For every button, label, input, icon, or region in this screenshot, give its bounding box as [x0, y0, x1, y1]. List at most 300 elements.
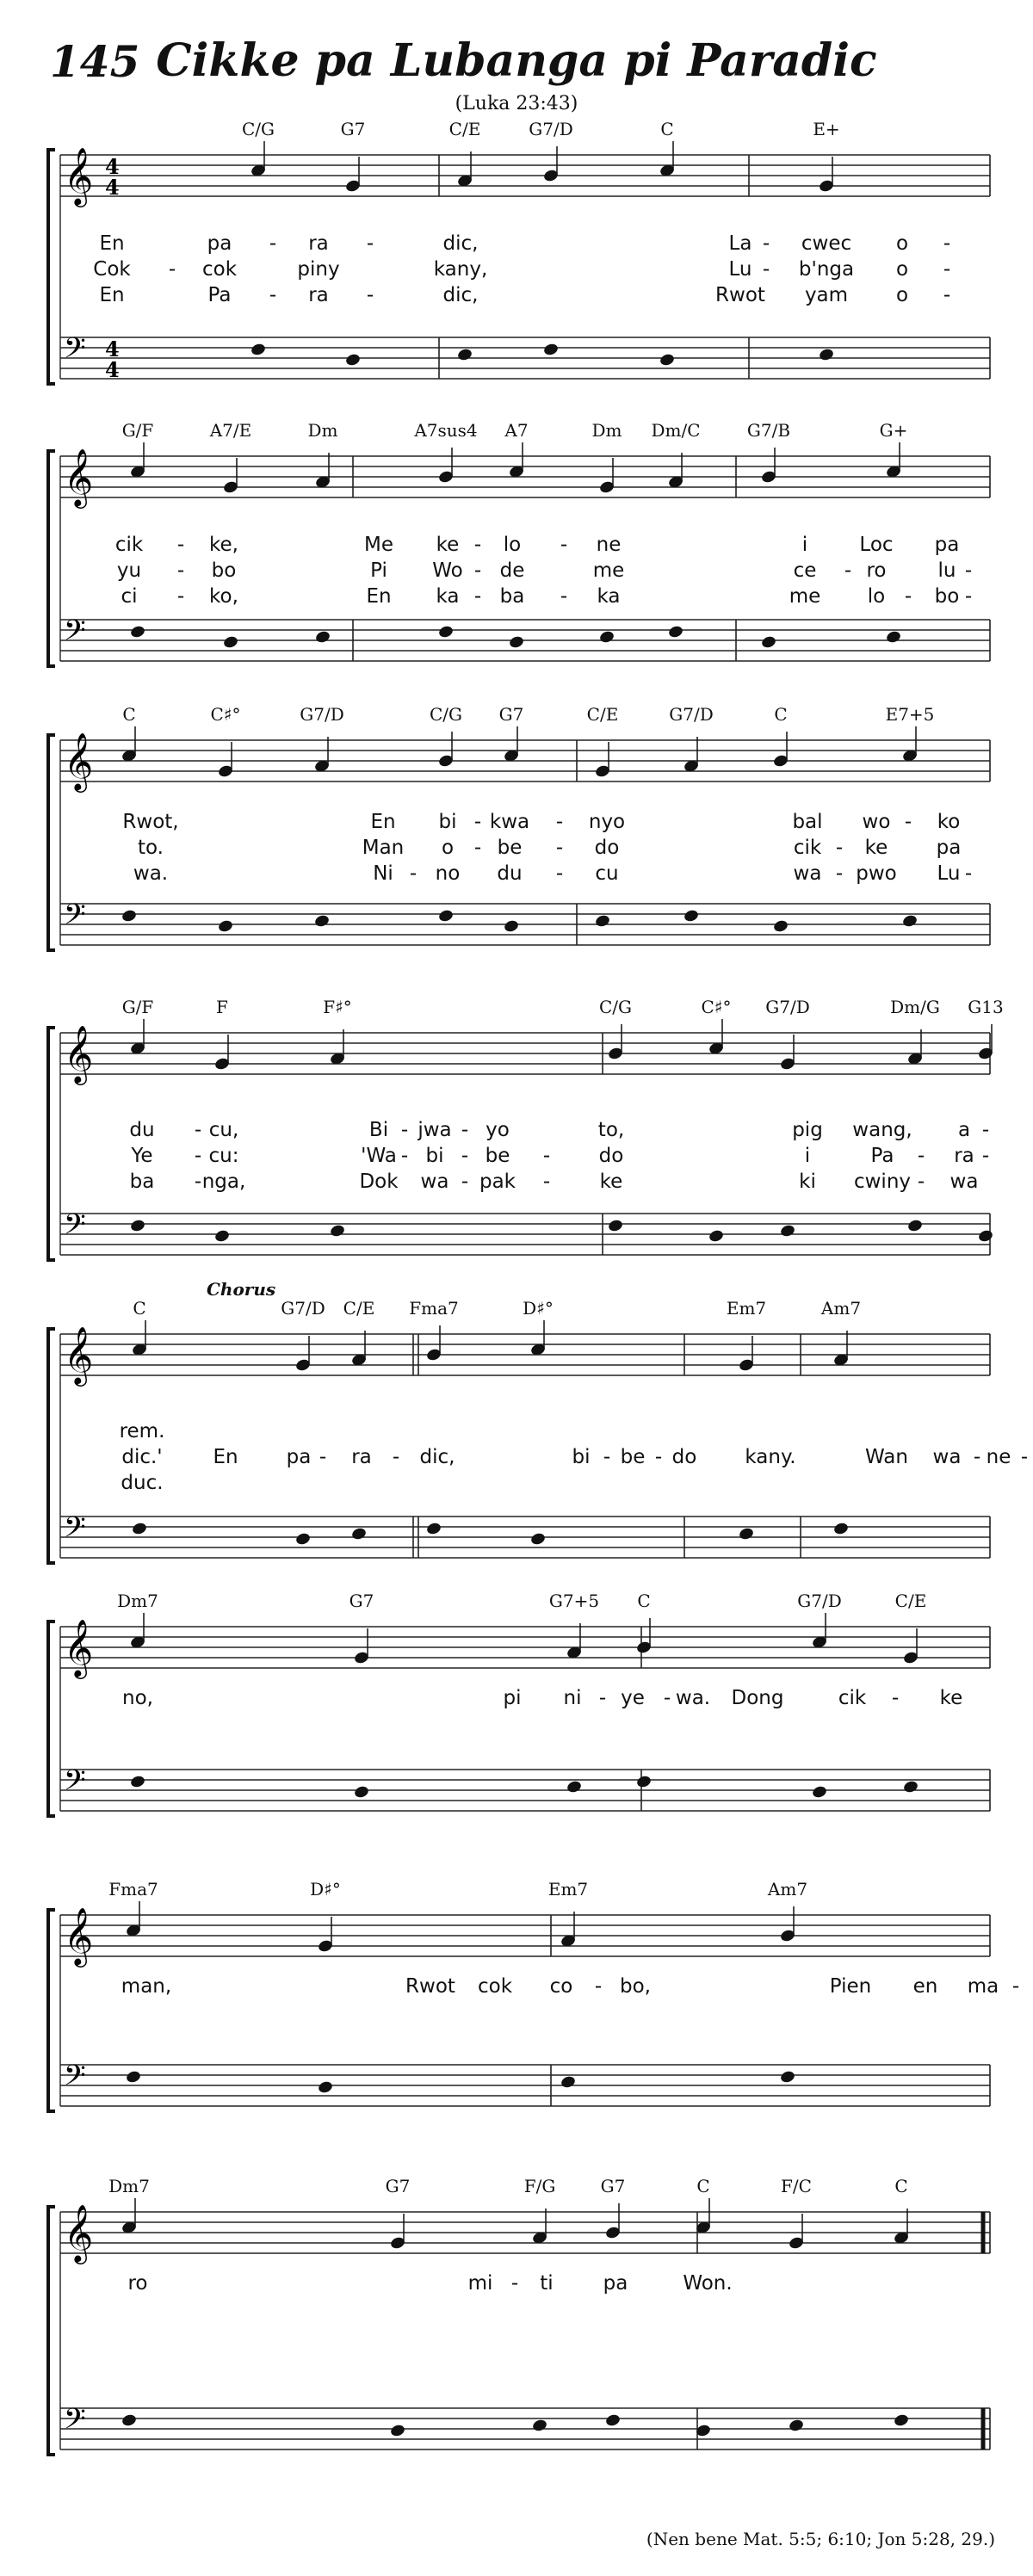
system-bracket	[48, 1910, 55, 2111]
lyric-syllable: dic.'	[121, 1446, 163, 1468]
bass-note	[893, 2413, 909, 2428]
lyric-syllable: Rwot,	[122, 811, 179, 833]
chord-symbol: G7	[498, 704, 524, 725]
chord-symbol: G7+5	[548, 1591, 600, 1611]
lyric-syllable: man,	[121, 1975, 172, 1998]
chord-symbol: G7/D	[300, 704, 344, 725]
bass-clef-icon: 𝄢	[64, 2060, 86, 2099]
chord-symbol: C	[894, 2176, 908, 2196]
lyric-syllable: Bi	[368, 1119, 389, 1141]
lyric-syllable: -	[542, 1145, 551, 1167]
bass-note	[350, 1527, 367, 1541]
bass-note	[125, 2070, 141, 2085]
chord-symbol: G/F	[121, 997, 154, 1017]
bass-note	[977, 1229, 993, 1244]
system-bracket	[48, 1329, 55, 1563]
lyric-syllable: cik	[838, 1687, 867, 1709]
lyric-syllable: -	[176, 534, 185, 556]
lyric-syllable: ba	[129, 1171, 155, 1193]
treble-clef-icon: 𝄞	[64, 1618, 94, 1677]
bass-note	[329, 1224, 345, 1239]
lyric-syllable: kany.	[745, 1446, 796, 1468]
lyric-syllable: cwiny	[853, 1171, 912, 1193]
lyric-syllable: ke	[599, 1171, 623, 1193]
lyric-syllable: lu	[937, 559, 956, 582]
lyric-syllable: -	[973, 1446, 981, 1468]
lyric-syllable: do	[598, 1145, 624, 1167]
chord-symbol: G7/D	[797, 1591, 842, 1611]
lyric-syllable: -	[917, 1171, 925, 1193]
chord-symbol: A7/E	[209, 420, 252, 441]
chord-symbol: Em7	[726, 1298, 767, 1319]
lyric-syllable: -	[964, 585, 973, 608]
chord-symbol: Fma7	[409, 1298, 459, 1319]
lyric-syllable: -	[461, 1145, 469, 1167]
lyric-syllable: yo	[486, 1119, 510, 1141]
bass-note	[317, 2080, 333, 2095]
treble-clef-icon: 𝄞	[64, 1024, 94, 1083]
lyric-syllable: Loc	[859, 534, 894, 556]
lyric-syllable: Ni	[373, 862, 393, 885]
lyric-syllable: wa	[932, 1446, 962, 1468]
lyric-syllable: cu	[595, 862, 619, 885]
lyric-syllable: Pa	[870, 1145, 894, 1167]
chord-symbol: G+	[879, 420, 908, 441]
lyric-syllable: be	[485, 1145, 510, 1167]
lyric-syllable: -	[891, 1687, 900, 1709]
lyric-syllable: Cok	[93, 258, 131, 281]
chord-symbol: C/E	[586, 704, 619, 725]
bass-note	[901, 914, 918, 929]
chord-symbol: G7/B	[746, 420, 791, 441]
lyric-syllable: ki	[799, 1171, 816, 1193]
treble-clef-icon: 𝄞	[64, 2203, 94, 2262]
chord-symbol: Fma7	[108, 1879, 158, 1900]
lyric-syllable: -	[555, 862, 564, 885]
bass-note	[604, 2413, 621, 2428]
lyric-syllable: be	[497, 837, 523, 859]
footnote: (Nen bene Mat. 5:5; 6:10; Jon 5:28, 29.)	[646, 2529, 995, 2549]
lyric-syllable: ne	[596, 534, 622, 556]
bass-note	[222, 635, 238, 650]
bass-note	[560, 2075, 576, 2090]
lyric-syllable: ba	[499, 585, 525, 608]
lyric-syllable: Dok	[359, 1171, 399, 1193]
lyric-syllable: -	[473, 811, 482, 833]
chord-symbol: G7/D	[669, 704, 714, 725]
lyric-syllable: bo	[211, 559, 237, 582]
lyric-syllable: -	[473, 534, 482, 556]
lyric-syllable: -	[269, 284, 277, 306]
lyric-syllable: -	[964, 862, 973, 885]
lyric-syllable: -	[835, 862, 844, 885]
lyric-syllable: Rwot	[715, 284, 765, 306]
lyric-syllable: ma	[967, 1975, 999, 1998]
bass-note	[129, 625, 145, 639]
lyric-syllable: bo,	[620, 1975, 651, 1998]
bass-clef-icon: 𝄢	[64, 332, 86, 372]
chord-symbol: F	[216, 997, 228, 1017]
bass-note	[635, 1775, 652, 1789]
scripture-reference: (Luka 23:43)	[455, 93, 578, 114]
bass-note	[437, 909, 454, 924]
bass-clef-icon: 𝄢	[64, 1764, 86, 1804]
lyric-syllable: do	[671, 1446, 697, 1468]
lyric-syllable: -	[560, 585, 568, 608]
bass-note	[529, 1532, 546, 1547]
lyric-syllable: -	[176, 585, 185, 608]
lyric-syllable: ra	[351, 1446, 372, 1468]
chord-symbol: Em7	[547, 1879, 589, 1900]
bass-clef-icon: 𝄢	[64, 615, 86, 654]
lyric-syllable: to,	[597, 1119, 625, 1141]
bass-note	[531, 2418, 547, 2433]
lyric-syllable: do	[594, 837, 620, 859]
treble-clef-icon: 𝄞	[64, 1325, 94, 1384]
lyric-syllable: no,	[122, 1687, 153, 1709]
chord-symbol: Dm7	[117, 1591, 158, 1611]
bass-note	[779, 1224, 795, 1239]
lyric-syllable: dic,	[419, 1446, 455, 1468]
chord-symbol: F/C	[781, 2176, 812, 2196]
lyric-syllable: -	[194, 1145, 202, 1167]
bass-note	[121, 909, 137, 924]
lyric-syllable: me	[592, 559, 625, 582]
lyric-syllable: du	[497, 862, 523, 885]
bass-note	[314, 630, 331, 645]
lyric-syllable: -	[555, 811, 564, 833]
chord-symbol: Am7	[767, 1879, 808, 1900]
lyric-syllable: bi	[572, 1446, 591, 1468]
lyric-syllable: -	[762, 258, 770, 281]
bass-note	[344, 353, 361, 368]
chord-symbol: C	[637, 1591, 651, 1611]
chord-symbol: A7sus4	[414, 420, 478, 441]
lyric-syllable: yu	[116, 559, 142, 582]
lyric-syllable: cik	[793, 837, 822, 859]
lyric-syllable: cok	[477, 1975, 513, 1998]
lyric-syllable: lo	[503, 534, 522, 556]
lyric-syllable: wa	[420, 1171, 449, 1193]
chord-symbol: C/G	[598, 997, 633, 1017]
lyric-syllable: pa	[936, 837, 962, 859]
lyric-syllable: Lu	[937, 862, 961, 885]
lyric-syllable: -	[473, 559, 482, 582]
lyric-syllable: -	[392, 1446, 400, 1468]
lyric-syllable: -	[904, 585, 912, 608]
chord-symbol: Dm	[307, 420, 338, 441]
lyric-syllable: Lu	[728, 258, 752, 281]
bass-note	[250, 343, 266, 357]
system-bracket	[48, 2207, 55, 2455]
bass-note	[353, 1785, 369, 1800]
lyric-syllable: -	[461, 1119, 469, 1141]
chord-symbol: Dm7	[108, 2176, 150, 2196]
chord-symbol: C♯°	[210, 704, 241, 725]
lyric-syllable: du	[129, 1119, 155, 1141]
chord-symbol: C	[660, 119, 674, 139]
lyric-syllable: bi	[438, 811, 457, 833]
lyric-syllable: En	[99, 284, 125, 306]
bass-clef-icon: 𝄢	[64, 2403, 86, 2443]
time-signature: 4	[105, 154, 120, 179]
bass-clef-icon: 𝄢	[64, 899, 86, 938]
lyric-syllable: ye	[621, 1687, 645, 1709]
lyric-syllable: -	[943, 232, 951, 255]
lyric-syllable: o	[895, 284, 909, 306]
lyric-syllable: Wo	[432, 559, 463, 582]
lyric-syllable: Won.	[683, 2272, 733, 2295]
bass-note	[779, 2070, 795, 2085]
time-signature: 4	[105, 357, 120, 382]
bass-note	[129, 1775, 145, 1789]
chord-symbol: C/G	[241, 119, 275, 139]
bass-note	[313, 914, 330, 929]
treble-clef-icon: 𝄞	[64, 732, 94, 790]
lyric-syllable: En	[366, 585, 392, 608]
chord-symbol: E7+5	[885, 704, 935, 725]
bass-note	[818, 348, 834, 362]
lyric-syllable: ci	[121, 585, 138, 608]
lyric-syllable: -	[542, 1171, 551, 1193]
lyric-syllable: wa	[949, 1171, 979, 1193]
hymn-number: 145	[50, 36, 140, 87]
lyric-syllable: -	[594, 1975, 603, 1998]
lyric-syllable: -	[943, 258, 951, 281]
lyric-syllable: -	[964, 559, 973, 582]
lyric-syllable: ko	[937, 811, 961, 833]
lyric-syllable: En	[99, 232, 125, 255]
bass-note	[294, 1532, 311, 1547]
lyric-syllable: ni	[563, 1687, 582, 1709]
lyric-syllable: wa.	[675, 1687, 711, 1709]
lyric-syllable: Rwot	[405, 1975, 455, 1998]
lyric-syllable: -	[943, 284, 951, 306]
lyric-syllable: -	[400, 1145, 409, 1167]
treble-clef-icon: 𝄞	[64, 1906, 94, 1965]
lyric-syllable: pig	[792, 1119, 823, 1141]
lyric-syllable: ke	[939, 1687, 963, 1709]
lyric-syllable: pa	[286, 1446, 312, 1468]
lyric-syllable: -	[194, 1171, 202, 1193]
chord-symbol: Dm	[591, 420, 622, 441]
lyric-syllable: ti	[540, 2272, 554, 2295]
lyric-syllable: -	[762, 232, 770, 255]
treble-clef-icon: 𝄞	[64, 448, 94, 506]
bass-note	[566, 1780, 582, 1795]
staff-system-graphic	[43, 1584, 999, 1876]
bass-note	[659, 353, 675, 368]
lyric-syllable: -	[844, 559, 852, 582]
lyric-syllable: ra	[308, 232, 329, 255]
bass-note	[738, 1527, 754, 1541]
chorus-label: Chorus	[207, 1279, 276, 1300]
lyric-syllable: -	[319, 1446, 327, 1468]
chord-symbol: C	[696, 2176, 710, 2196]
lyric-syllable: Dong	[731, 1687, 784, 1709]
lyric-syllable: ra	[308, 284, 329, 306]
lyric-syllable: i	[804, 1145, 811, 1167]
bass-note	[503, 919, 519, 934]
time-signature: 4	[105, 337, 120, 361]
chord-symbol: Dm/C	[651, 420, 701, 441]
lyric-syllable: nga,	[201, 1171, 246, 1193]
lyric-syllable: pi	[503, 1687, 522, 1709]
lyric-syllable: a	[957, 1119, 971, 1141]
lyric-syllable: dic,	[442, 232, 479, 255]
lyric-syllable: -	[269, 232, 277, 255]
lyric-syllable: duc.	[121, 1472, 164, 1494]
chord-symbol: F♯°	[323, 997, 352, 1017]
chord-symbol: C/G	[429, 704, 463, 725]
bass-note	[667, 625, 684, 639]
bass-clef-icon: 𝄢	[64, 1511, 86, 1551]
lyric-syllable: ka	[597, 585, 621, 608]
chord-symbol: C	[133, 1298, 146, 1319]
lyric-syllable: wa.	[133, 862, 169, 885]
bass-note	[542, 343, 559, 357]
lyric-syllable: En	[213, 1446, 238, 1468]
lyric-syllable: -	[981, 1119, 990, 1141]
bass-note	[508, 635, 524, 650]
lyric-syllable: jwa	[418, 1119, 452, 1141]
lyric-syllable: -	[473, 585, 482, 608]
lyric-syllable: -	[194, 1119, 202, 1141]
chord-symbol: C/E	[448, 119, 481, 139]
lyric-syllable: ro	[866, 559, 887, 582]
bass-note	[456, 348, 473, 362]
chord-symbol: G7	[385, 2176, 411, 2196]
lyric-syllable: lo	[867, 585, 886, 608]
lyric-syllable: wa	[793, 862, 822, 885]
lyric-syllable: yam	[804, 284, 849, 306]
lyric-syllable: -	[366, 232, 374, 255]
chord-symbol: C	[774, 704, 788, 725]
bass-note	[902, 1780, 919, 1795]
lyric-syllable: -	[654, 1446, 663, 1468]
bass-note	[906, 1219, 923, 1233]
lyric-syllable: cik	[114, 534, 144, 556]
system-bracket	[48, 451, 55, 666]
lyric-syllable: -	[510, 2272, 519, 2295]
lyric-syllable: Ye	[131, 1145, 153, 1167]
treble-clef-icon: 𝄞	[64, 146, 94, 205]
lyric-syllable: cwec	[801, 232, 852, 255]
lyric-syllable: piny	[297, 258, 340, 281]
lyric-syllable: rem.	[119, 1420, 165, 1442]
lyric-syllable: Me	[364, 534, 393, 556]
chord-symbol: C	[122, 704, 136, 725]
lyric-syllable: -	[904, 811, 912, 833]
chord-symbol: G7/D	[529, 119, 573, 139]
bass-note	[760, 635, 776, 650]
lyric-syllable: en	[912, 1975, 938, 1998]
lyric-syllable: -	[168, 258, 176, 281]
lyric-syllable: -	[603, 1446, 611, 1468]
bass-note	[437, 625, 454, 639]
chord-symbol: G13	[968, 997, 1004, 1017]
lyric-syllable: -	[917, 1145, 925, 1167]
bass-note	[389, 2424, 405, 2438]
lyric-syllable: i	[801, 534, 808, 556]
lyric-syllable: Pi	[370, 559, 387, 582]
lyric-syllable: Pa	[207, 284, 232, 306]
lyric-syllable: o	[441, 837, 455, 859]
lyric-syllable: dic,	[442, 284, 479, 306]
chord-symbol: Dm/G	[890, 997, 940, 1017]
lyric-syllable: -	[981, 1145, 990, 1167]
lyric-syllable: cu,	[208, 1119, 239, 1141]
bass-note	[708, 1229, 724, 1244]
lyric-syllable: me	[789, 585, 821, 608]
time-signature: 4	[105, 175, 120, 200]
lyric-syllable: -	[560, 534, 568, 556]
bass-note	[788, 2418, 804, 2433]
lyric-syllable: to.	[138, 837, 164, 859]
lyric-syllable: de	[499, 559, 525, 582]
bass-note	[683, 909, 699, 924]
lyric-syllable: Man	[362, 837, 405, 859]
bass-note	[885, 630, 901, 645]
chord-symbol: F/G	[523, 2176, 556, 2196]
bass-clef-icon: 𝄢	[64, 1208, 86, 1248]
lyric-syllable: ro	[127, 2272, 148, 2295]
lyric-syllable: Wan	[865, 1446, 908, 1468]
lyric-syllable: -	[400, 1119, 409, 1141]
bass-note	[772, 919, 789, 934]
bass-note	[594, 914, 610, 929]
lyric-syllable: bo	[934, 585, 960, 608]
system-bracket	[48, 150, 55, 384]
lyric-syllable: b'nga	[798, 258, 855, 281]
chord-symbol: G/F	[121, 420, 154, 441]
lyric-syllable: -	[835, 837, 844, 859]
chord-symbol: G7	[600, 2176, 626, 2196]
system-bracket	[48, 735, 55, 950]
chord-symbol: C♯°	[701, 997, 732, 1017]
chord-symbol: E+	[813, 119, 840, 139]
lyric-syllable: pa	[603, 2272, 628, 2295]
lyric-syllable: -	[1011, 1975, 1020, 1998]
lyric-syllable: bal	[792, 811, 823, 833]
lyric-syllable: mi	[467, 2272, 493, 2295]
lyric-syllable: pwo	[856, 862, 897, 885]
lyric-syllable: -	[663, 1687, 671, 1709]
staff-system-graphic	[43, 2169, 999, 2462]
bass-note	[425, 1522, 442, 1536]
staff-system-graphic	[43, 1872, 999, 2165]
bass-note	[213, 1229, 230, 1244]
bass-note	[811, 1785, 827, 1800]
lyric-syllable: ko,	[209, 585, 238, 608]
lyric-syllable: ra	[954, 1145, 974, 1167]
lyric-syllable: no	[435, 862, 461, 885]
lyric-syllable: -	[598, 1687, 607, 1709]
lyric-syllable: wang,	[852, 1119, 912, 1141]
lyric-syllable: cok	[201, 258, 238, 281]
lyric-syllable: -	[409, 862, 418, 885]
staff-system-graphic	[43, 112, 999, 405]
lyric-syllable: -	[473, 837, 482, 859]
chord-symbol: C/E	[343, 1298, 375, 1319]
lyric-syllable: kany,	[433, 258, 488, 281]
lyric-syllable: wo	[862, 811, 891, 833]
lyric-syllable: En	[370, 811, 396, 833]
lyric-syllable: pak	[479, 1171, 516, 1193]
chord-symbol: D♯°	[310, 1879, 341, 1900]
lyric-syllable: La	[728, 232, 752, 255]
lyric-syllable: -	[461, 1171, 469, 1193]
